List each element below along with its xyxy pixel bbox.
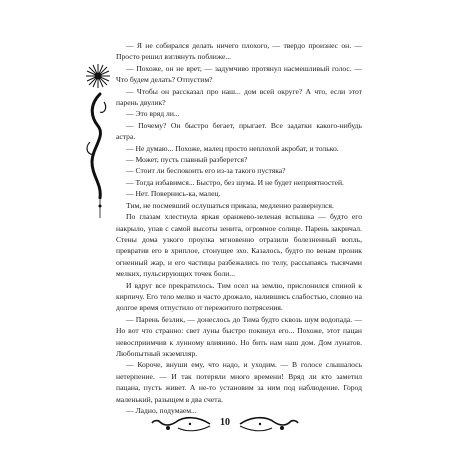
decorative-sun-ornament-icon — [78, 62, 118, 222]
paragraph: — Ладно, подумаем... — [126, 406, 197, 415]
page-footer — [150, 414, 300, 436]
paragraph: По глазам хлестнула яркая оранжево-зеленая вспышка — будто его накрыло, упав с самой высоты зенита, огромное солнце. Парень закричал. Стены дома узкого проулка мгновенно отразили болезненный вопль, превратив его в хриплое, стонущее эхо. Казалось, будто по венам проник огненный жар, и его частицы разбежались по телу, рассыпаясь тысячами мелких, пульсирующих точек боли... — [116, 212, 362, 279]
right-flourish-icon — [238, 414, 300, 436]
paragraph: — Я не собирался делать ничего плохого, — твердо произнес он. — Просто решил взглянуть поближе... — [116, 41, 362, 62]
paragraph: Тим, не посмевший ослушаться приказа, медленно развернулся. — [126, 200, 334, 210]
page-number: 10 — [220, 417, 230, 428]
paragraph: — Стоит ли беспокоить его из-за такого пустяка? — [126, 166, 286, 176]
paragraph: — Это вряд ли... — [126, 109, 180, 119]
body-text — [116, 40, 362, 416]
paragraph: — Чтобы он рассказал про наш... дом всей округе? А что, если этот парень двулик? — [116, 86, 362, 108]
paragraph: И вдруг все прекратилось. Тим осел на землю, прислонился спиной к кирпичу. Его тело мелко и часто дрожало, налившись слабостью, словно на долгое время отпустило от пережитого потрясения. — [116, 280, 362, 313]
paragraph: — Не думаю... Похоже, малец просто неплохой акробат, и только. — [126, 143, 339, 153]
paragraph: — Короче, внуши ему, что надо, и уходим. — В голосе слышалось нетерпение. — И так потеряли много времени! Вряд ли кто заметил пацана, пусть живет. А не-то установим за ним под наблюдение. Город маленький, разыщем в два счета. — [116, 360, 362, 404]
paragraph: — Похоже, он не врет, — задумчиво протянул насмешливый голос. — Что будем делать? Отпустим? — [116, 63, 362, 85]
paragraph: — Почему? Он быстро бегает, прыгает. Все задатки какого-нибудь астра. — [116, 120, 362, 142]
left-flourish-icon — [150, 414, 212, 436]
paragraph: — Тогда избавимся... Быстро, без шума. И не будет неприятностей. — [126, 177, 344, 187]
paragraph: — Нет. Повернись-ка, малец. — [126, 189, 221, 199]
paragraph: — Парень безлик, — донеслось до Тима будто сквозь шум водопада. — Но вот что странно: свет луны быстро покинул его... Похоже, этот пацан невосприимчив к лунному влиянию. Но бить нам наш дом. Дом лунатов. Любопытный экземпляр. — [116, 314, 362, 358]
paragraph: — Может, пусть главный разберется? — [126, 155, 248, 165]
